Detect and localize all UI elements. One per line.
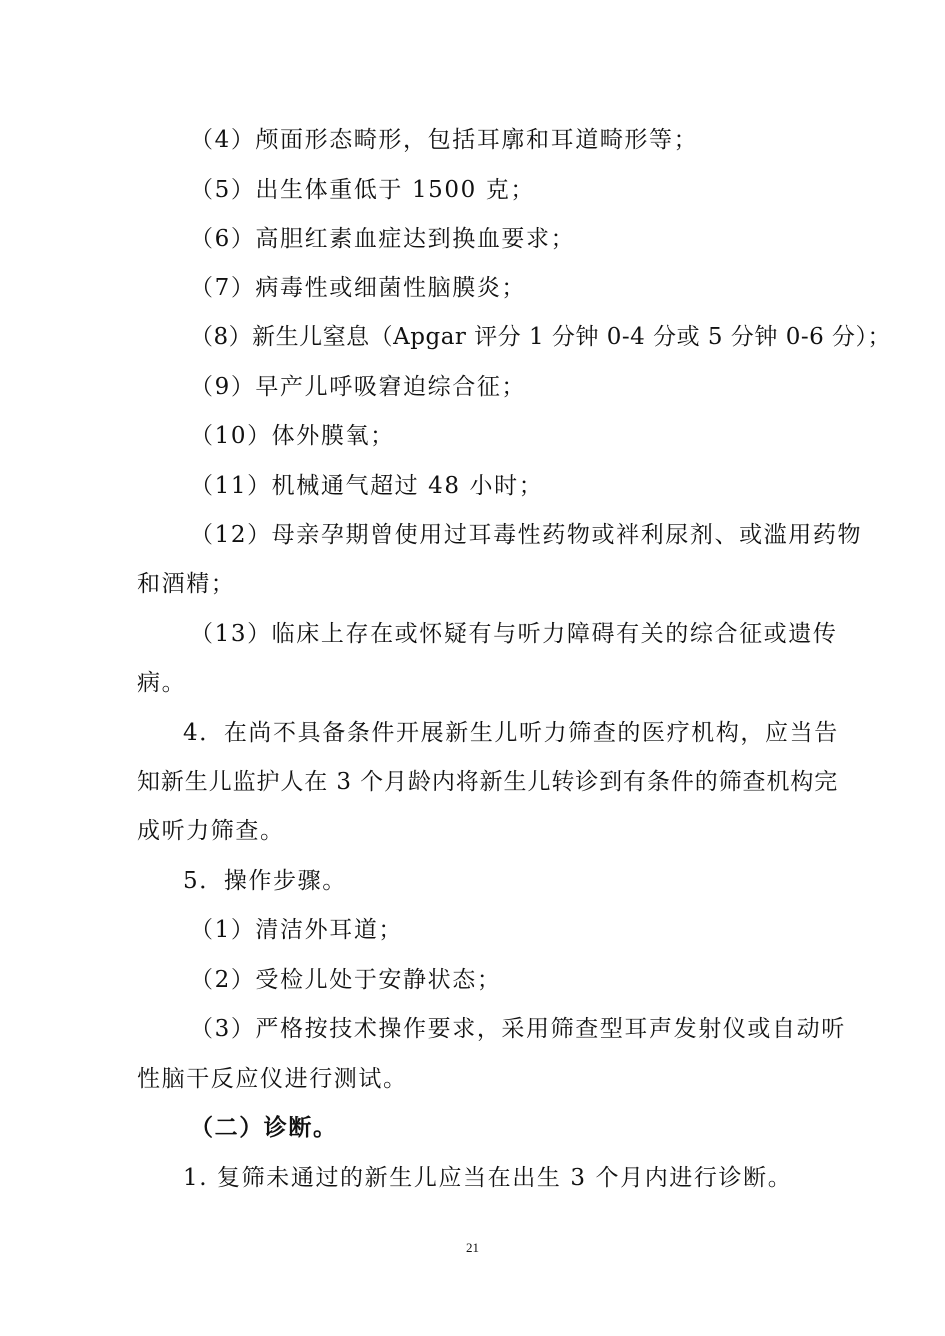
list-item-13-line-2: 病。 [137, 670, 187, 696]
list-item-6: （6）高胆红素血症达到换血要求； [190, 226, 576, 252]
list-item-12-line-2: 和酒精； [137, 571, 236, 597]
list-item-7: （7）病毒性或细菌性脑膜炎； [190, 275, 527, 301]
list-item-5: （5）出生体重低于 1500 克； [190, 177, 535, 203]
list-item-8: （8）新生儿窒息（Apgar 评分 1 分钟 0-4 分或 5 分钟 0-6 分）； [190, 324, 892, 350]
list-item-10: （10）体外膜氧； [190, 423, 395, 449]
list-item-12-line-1: （12）母亲孕期曾使用过耳毒性药物或袢利尿剂、或滥用药物 [190, 522, 863, 548]
step-3-line-2: 性脑干反应仪进行测试。 [137, 1066, 408, 1092]
step-1: （1）清洁外耳道； [190, 917, 404, 943]
list-item-13-line-1: （13）临床上存在或怀疑有与听力障碍有关的综合征或遗传 [190, 621, 838, 647]
step-2: （2）受检儿处于安静状态； [190, 967, 502, 993]
step-3-line-1: （3）严格按技术操作要求，采用筛查型耳声发射仪或自动听 [190, 1016, 846, 1042]
paragraph-4-line-1: 4．在尚不具备条件开展新生儿听力筛查的医疗机构，应当告 [183, 720, 839, 746]
paragraph-4-line-2: 知新生儿监护人在 3 个月龄内将新生儿转诊到有条件的筛查机构完 [137, 769, 839, 795]
list-item-11: （11）机械通气超过 48 小时； [190, 473, 544, 499]
diagnosis-item-1: 1. 复筛未通过的新生儿应当在出生 3 个月内进行诊断。 [183, 1165, 793, 1191]
list-item-9: （9）早产儿呼吸窘迫综合征； [190, 374, 527, 400]
section-5-heading: 5．操作步骤。 [183, 868, 347, 894]
section-heading-diagnosis: （二）诊断。 [190, 1114, 338, 1141]
paragraph-4-line-3: 成听力筛查。 [137, 818, 285, 844]
page-number: 21 [466, 1240, 479, 1255]
list-item-4: （4）颅面形态畸形，包括耳廓和耳道畸形等； [190, 127, 699, 153]
